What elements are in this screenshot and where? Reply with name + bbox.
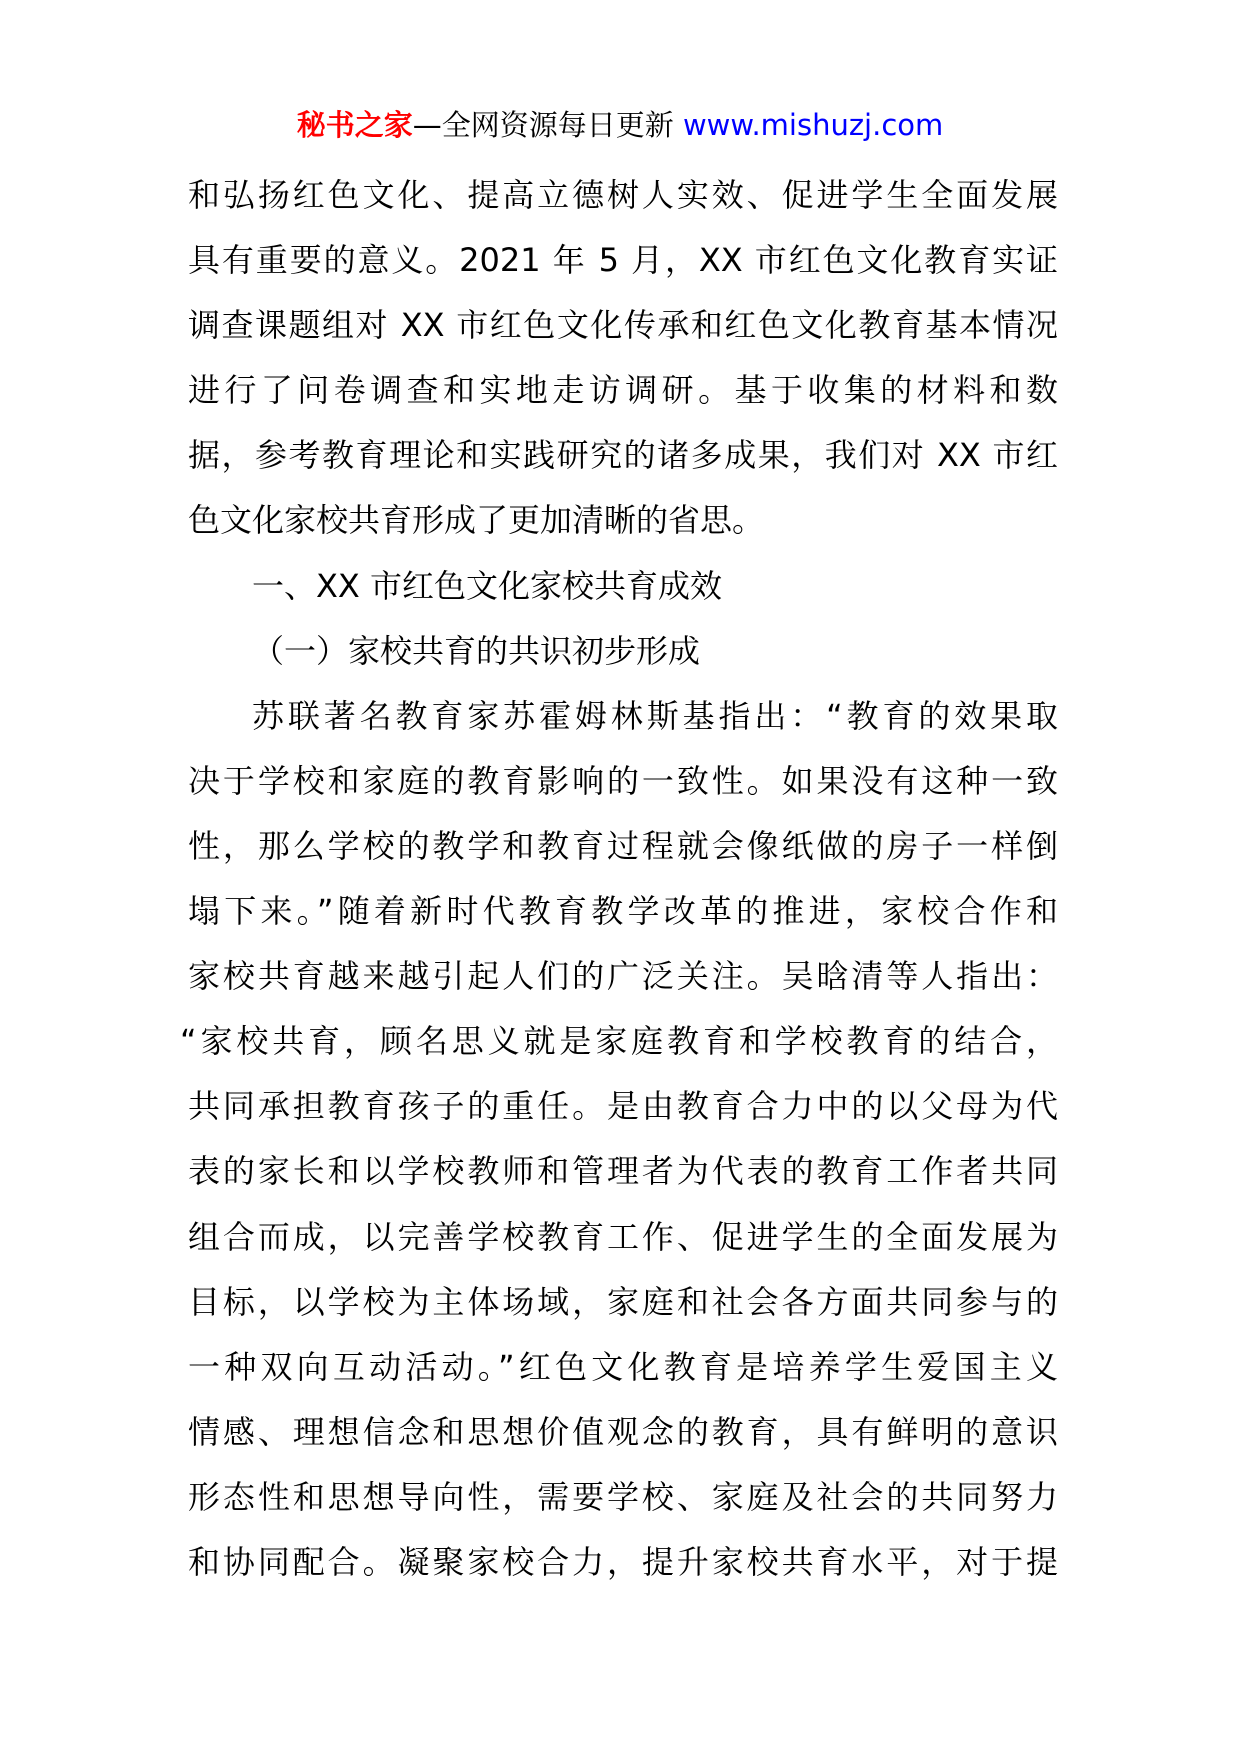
- text-line: 一种双向互动活动。”红色文化教育是培养学生爱国主义: [188, 1347, 1058, 1386]
- text-line: 和弘扬红色文化、提高立德树人实效、促进学生全面发展: [188, 176, 1058, 214]
- subsection-heading: （一）家校共育的共识初步形成: [252, 631, 701, 670]
- text-line: 苏联著名教育家苏霍姆林斯基指出：“教育的效果取: [252, 696, 1058, 735]
- section-heading: 一、XX 市红色文化家校共育成效: [252, 566, 723, 605]
- header-brand: 秘书之家: [296, 108, 413, 142]
- text-line: 和协同配合。凝聚家校合力，提升家校共育水平，对于提: [188, 1542, 1058, 1581]
- text-line: 情感、理想信念和思想价值观念的教育，具有鲜明的意识: [188, 1412, 1058, 1451]
- text-line: 进行了问卷调查和实地走访调研。基于收集的材料和数: [188, 371, 1058, 410]
- text-line: 据，参考教育理论和实践研究的诸多成果，我们对 XX 市红: [188, 436, 1058, 475]
- text-line: 塌下来。”随着新时代教育教学改革的推进，家校合作和: [188, 892, 1058, 931]
- text-line: 表的家长和以学校教师和管理者为代表的教育工作者共同: [188, 1152, 1058, 1191]
- text-line: 调查课题组对 XX 市红色文化传承和红色文化教育基本情况: [188, 306, 1058, 345]
- text-line: 形态性和思想导向性，需要学校、家庭及社会的共同努力: [188, 1477, 1058, 1516]
- page-header: [0, 100, 1240, 150]
- text-line: 决于学校和家庭的教育影响的一致性。如果没有这种一致: [188, 761, 1058, 800]
- text-line: 具有重要的意义。2021 年 5 月，XX 市红色文化教育实证: [188, 241, 1058, 280]
- text-line: 共同承担教育孩子的重任。是由教育合力中的以父母为代: [188, 1087, 1058, 1126]
- text-line: 色文化家校共育形成了更加清晰的省思。: [188, 501, 765, 540]
- body-text: [180, 163, 1058, 1595]
- text-line: “家校共育，顾名思义就是家庭教育和学校教育的结合，: [180, 1022, 1058, 1061]
- text-line: 性，那么学校的教学和教育过程就会像纸做的房子一样倒: [188, 826, 1058, 865]
- header-tagline: —全网资源每日更新: [412, 108, 674, 142]
- header-url-link[interactable]: www.mishuzj.com: [682, 108, 944, 142]
- text-line: 家校共育越来越引起人们的广泛关注。吴晗清等人指出：: [188, 957, 1058, 996]
- text-line: 目标，以学校为主体场域，家庭和社会各方面共同参与的: [188, 1282, 1058, 1321]
- text-line: 组合而成，以完善学校教育工作、促进学生的全面发展为: [188, 1217, 1058, 1256]
